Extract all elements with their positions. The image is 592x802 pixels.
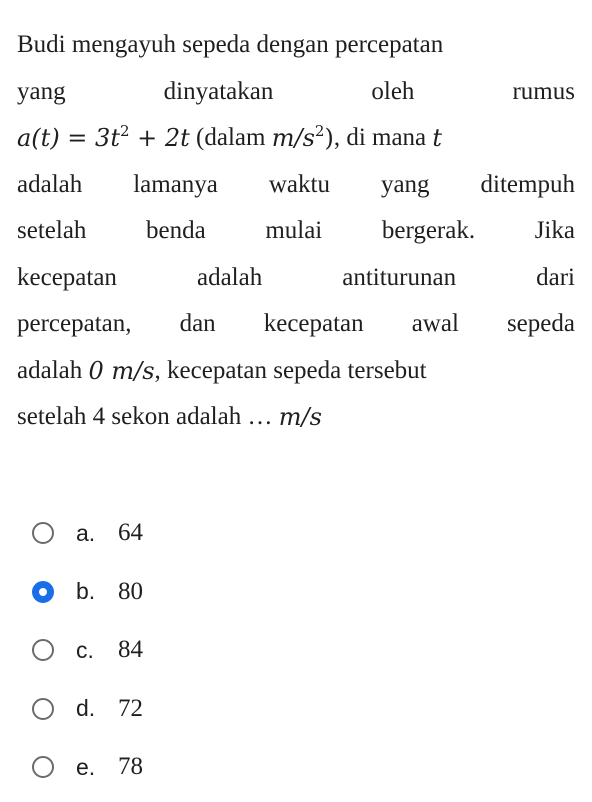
word: sepeda [506, 310, 575, 337]
word: adalah [196, 263, 263, 291]
word: bergerak. [381, 217, 476, 244]
word: awal [411, 310, 459, 337]
acceleration-formula [17, 115, 190, 162]
word: Jika [534, 217, 575, 244]
word: rumus [512, 77, 575, 105]
unit-main: m/s [271, 124, 315, 152]
question-line-5 [17, 208, 575, 255]
formula-main: a(t) = 3t [17, 124, 120, 152]
option-letter: a. [76, 519, 96, 546]
word: percepatan, [17, 310, 132, 337]
word: lamanya [133, 170, 218, 198]
question-line-4 [17, 162, 575, 209]
option-e[interactable] [32, 738, 572, 797]
question-line-2 [17, 69, 575, 116]
option-letter: c. [76, 636, 94, 663]
word: yang [380, 170, 430, 198]
option-c[interactable] [32, 621, 572, 680]
question-line-8 [17, 348, 575, 395]
word: waktu [268, 170, 330, 198]
word: oleh [371, 77, 415, 105]
option-a[interactable] [32, 504, 572, 563]
unit-exponent: 2 [314, 122, 325, 140]
word: yang [17, 77, 66, 105]
text-dalam: (dalam [189, 124, 272, 151]
word: dinyatakan [163, 77, 274, 105]
unit-close: ) [324, 124, 334, 152]
question-line-3 [17, 115, 575, 162]
radio-button-a[interactable] [32, 522, 54, 544]
word: adalah [17, 170, 83, 198]
option-value: 78 [118, 753, 143, 781]
word: ditempuh [480, 170, 575, 198]
option-letter: d. [76, 695, 96, 722]
word: antiturunan [342, 263, 457, 291]
question-line-7 [17, 301, 575, 348]
text-kecepatan-sepeda: , kecepatan sepeda tersebut [154, 356, 427, 384]
radio-button-b-selected[interactable] [32, 581, 54, 603]
radio-button-d[interactable] [32, 698, 54, 720]
answer-options [32, 504, 572, 797]
formula-tail: + 2t [129, 124, 190, 152]
acceleration-unit [272, 115, 334, 162]
radio-button-c[interactable] [32, 639, 54, 661]
option-letter: e. [76, 753, 96, 780]
variable-t: t [432, 124, 443, 152]
initial-velocity: 0 m/s [88, 356, 155, 385]
answer-unit: m/s [278, 403, 322, 431]
option-value: 80 [118, 577, 143, 605]
word: dari [536, 263, 575, 291]
question-line-9 [17, 394, 575, 441]
word: dan [179, 310, 216, 337]
question-line-1 [17, 22, 575, 69]
word: setelah [17, 217, 87, 244]
text-adalah: adalah [17, 356, 89, 384]
option-value: 72 [118, 694, 143, 722]
word: kecepatan [17, 263, 117, 291]
word: benda [146, 217, 206, 244]
option-d[interactable] [32, 680, 572, 739]
question-text [17, 22, 575, 441]
radio-button-e[interactable] [32, 756, 54, 778]
option-value: 84 [118, 636, 143, 664]
word: kecepatan [263, 310, 364, 337]
question-line-6 [17, 255, 575, 302]
formula-exponent: 2 [119, 122, 130, 140]
question-line-1-text: Budi mengayuh sepeda dengan percepatan [17, 31, 444, 58]
option-value: 64 [118, 519, 143, 547]
text-setelah-4-sekon: setelah 4 sekon adalah … [17, 403, 279, 430]
text-di-mana: , di mana [333, 124, 433, 151]
option-b[interactable] [32, 563, 572, 622]
word: mulai [265, 217, 323, 244]
option-letter: b. [76, 578, 96, 605]
